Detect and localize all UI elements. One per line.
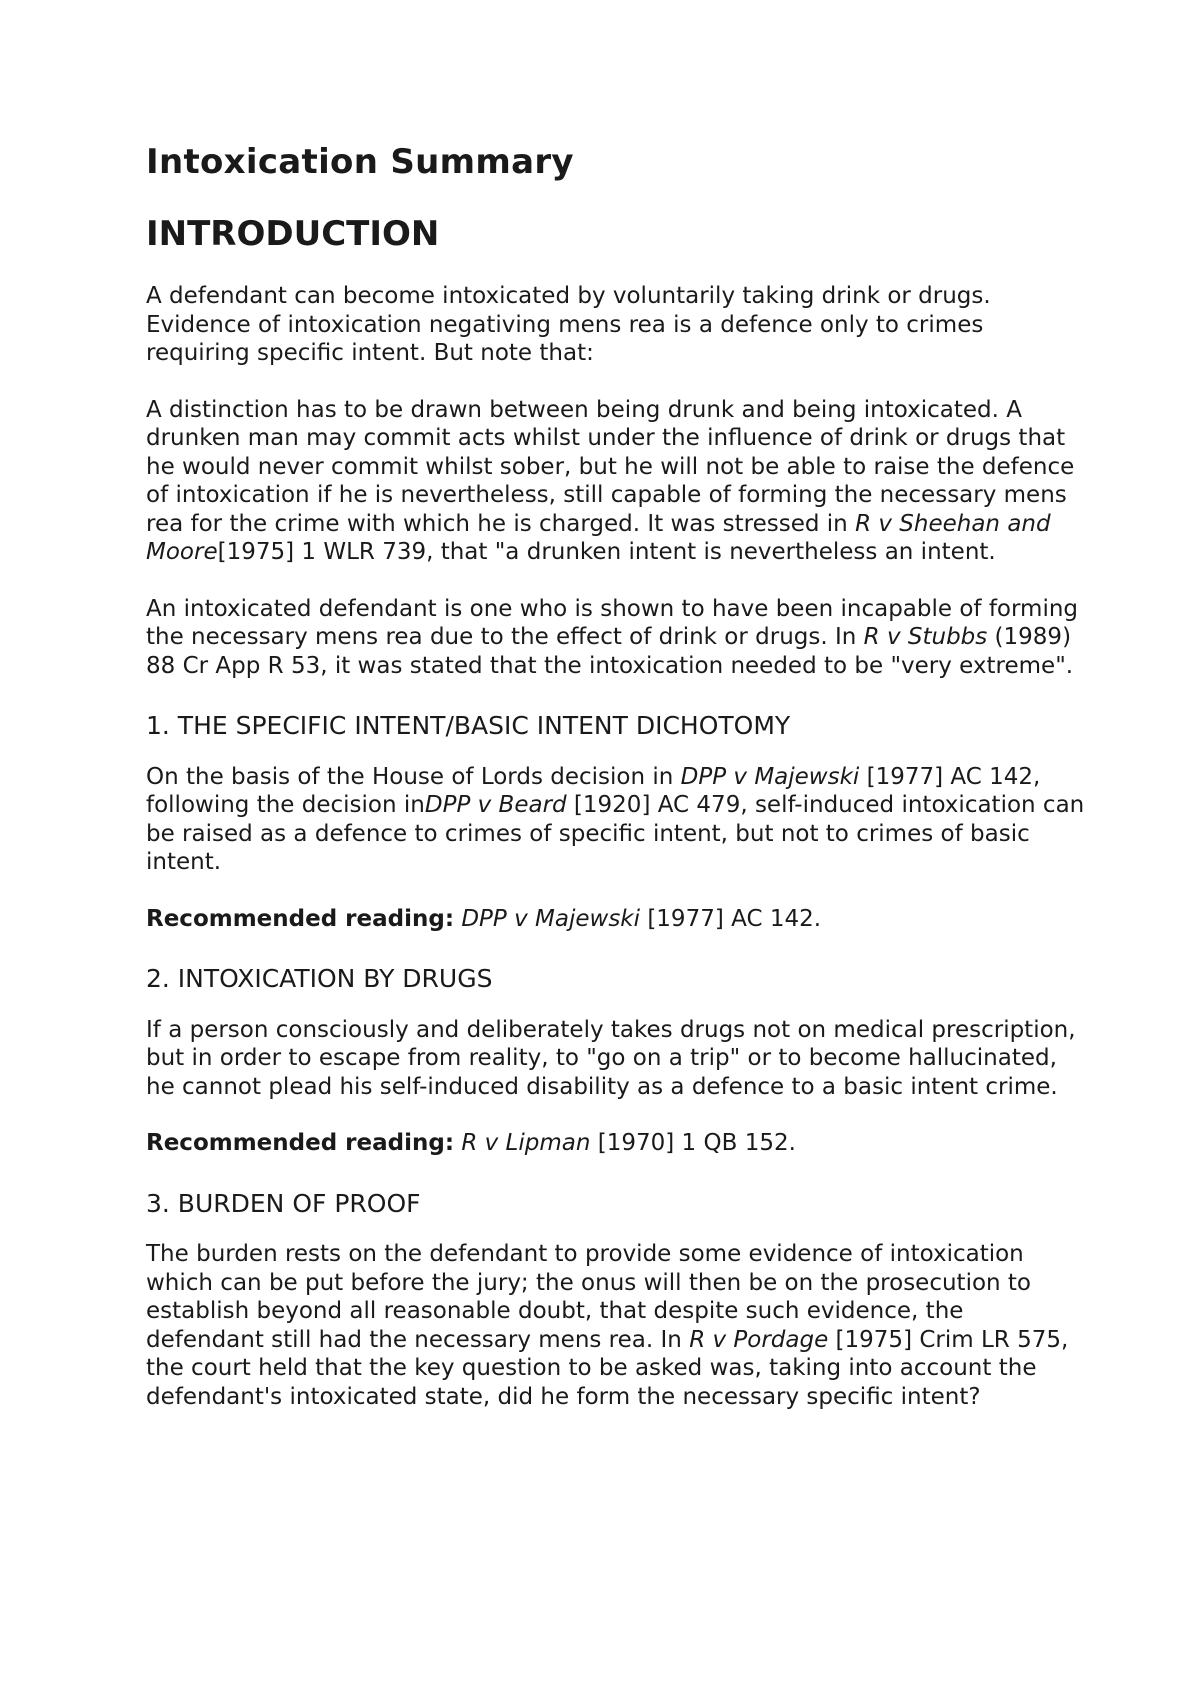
recommended-cite-majewski: [1977] AC 142.: [640, 905, 822, 932]
intro-paragraph-1: [146, 282, 1086, 368]
recommended-cite-lipman: [1970] 1 QB 152.: [590, 1130, 796, 1157]
s1-text-c: [1920] AC 479, self-induced intoxication can be raised as a defence to crimes of specific intent, but not to crimes of basic intent.: [146, 792, 1085, 876]
s1-text-b: [1977] AC 142, following the decision in: [146, 763, 1041, 819]
intro-p3-text-b: (1989) 88 Cr App R 53, it was stated that the intoxication needed to be "very extreme".: [146, 624, 1074, 679]
intro-p2-text-a: A distinction has to be drawn between being drunk and being intoxicated. A drunken man may commit acts whilst under the influence of drink or drugs that he would never commit whilst sober, but he will not be able to raise the defence of intoxication if he is nevertheless, still capable of forming the necessary mens rea for the crime with which he is charged. It was stressed in: [146, 396, 1075, 537]
intro-paragraph-2: [146, 396, 1086, 567]
introduction-heading: INTRODUCTION: [146, 214, 440, 255]
case-name-beard: DPP v Beard: [424, 792, 567, 819]
case-name-majewski: DPP v Majewski: [680, 763, 860, 790]
s3-text-a: The burden rests on the defendant to provide some evidence of intoxication which can be put before the jury; the onus will then be on the prosecution to establish beyond all reasonable doubt, that despite such evidence, the defendant still had the necessary mens rea. In: [146, 1241, 1032, 1353]
section-1-heading: 1. THE SPECIFIC INTENT/BASIC INTENT DICHOTOMY: [146, 711, 791, 741]
section-2-recommended-reading: [146, 1129, 1086, 1158]
s1-text-a: On the basis of the House of Lords decision in: [146, 763, 681, 790]
intro-p1-text: A defendant can become intoxicated by voluntarily taking drink or drugs. Evidence of intoxication negativing mens rea is a defence only to crimes requiring specific intent. But note that:: [146, 283, 991, 367]
recommended-reading-label: Recommended reading:: [146, 1130, 455, 1157]
section-1-paragraph: [146, 763, 1086, 877]
s2-text: If a person consciously and deliberately takes drugs not on medical prescription, but in order to escape from reality, to "go on a trip" or to become hallucinated, he cannot plead his self-induced disability as a defence to a basic intent crime.: [146, 1016, 1076, 1100]
case-name-pordage: R v Pordage: [689, 1326, 829, 1353]
section-2-paragraph: [146, 1016, 1086, 1102]
s3-text-b: [1975] Crim LR 575, the court held that the key question to be asked was, taking into account the defendant's intoxicated state, did he form the necessary specific intent?: [146, 1326, 1069, 1410]
document-page: [146, 140, 1086, 1439]
intro-paragraph-3: [146, 595, 1086, 681]
case-name-stubbs: R v Stubbs: [863, 624, 988, 651]
section-3-heading: 3. BURDEN OF PROOF: [146, 1188, 421, 1218]
case-name-sheehan: R v Sheehan and Moore: [146, 510, 1051, 566]
recommended-reading-label: Recommended reading:: [146, 905, 455, 932]
intro-p3-text-a: An intoxicated defendant is one who is shown to have been incapable of forming the necessary mens rea due to the effect of drink or drugs. In: [146, 595, 1079, 651]
section-1-recommended-reading: [146, 905, 1086, 934]
section-3-paragraph: [146, 1240, 1086, 1411]
intro-p2-text-b: [1975] 1 WLR 739, that "a drunken intent is nevertheless an intent.: [217, 539, 996, 566]
recommended-case-lipman: R v Lipman: [461, 1130, 591, 1157]
recommended-case-majewski: DPP v Majewski: [461, 905, 641, 932]
section-2-heading: 2. INTOXICATION BY DRUGS: [146, 964, 493, 994]
document-title: Intoxication Summary: [146, 142, 574, 182]
